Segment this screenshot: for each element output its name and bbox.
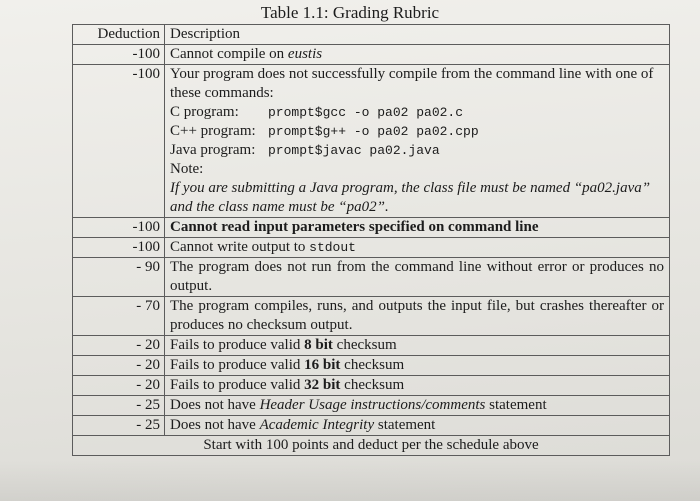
description-cell	[165, 416, 670, 436]
footer-note: Start with 100 points and deduct per the schedule above	[73, 436, 670, 456]
description-suffix: checksum	[332, 337, 397, 353]
java-command: prompt$javac pa02.java	[268, 143, 440, 158]
stdout-text: stdout	[309, 240, 356, 255]
description-text: Fails to produce valid	[170, 337, 305, 353]
c-label: C program:	[170, 104, 239, 120]
description-cell: The program compiles, runs, and outputs the input file, but crashes thereafter or produces no checksum output.	[165, 297, 670, 336]
description-text: Cannot write output to	[170, 239, 310, 255]
description-suffix: statement	[374, 417, 436, 433]
description-text: Does not have	[170, 397, 260, 413]
description-cell	[165, 396, 670, 416]
deduction-value: - 25	[73, 396, 165, 416]
table-header-row	[73, 25, 670, 45]
deduction-value: - 20	[73, 376, 165, 396]
page-shadow	[0, 460, 700, 501]
deduction-header: Deduction	[73, 25, 165, 45]
bit-size: 16 bit	[304, 357, 341, 373]
deduction-value: -100	[73, 238, 165, 258]
deduction-value: -100	[73, 45, 165, 65]
description-cell	[165, 356, 670, 376]
table-row	[73, 376, 670, 396]
note-label: Note:	[170, 161, 204, 177]
java-label: Java program:	[170, 142, 256, 158]
statement-name: Academic Integrity	[259, 417, 375, 433]
deduction-value: - 25	[73, 416, 165, 436]
cpp-command-line	[170, 122, 664, 141]
compile-requirement-text: Your program does not successfully compile from the command line with one of these commands:	[170, 66, 654, 101]
description-cell	[165, 376, 670, 396]
deduction-value: - 20	[73, 356, 165, 376]
description-cell	[165, 218, 670, 238]
table-row	[73, 297, 670, 336]
table-row	[73, 65, 670, 218]
table-row	[73, 218, 670, 238]
deduction-value: - 70	[73, 297, 165, 336]
statement-name: Header Usage instructions/comments	[259, 397, 486, 413]
deduction-value: -100	[73, 65, 165, 218]
cpp-label: C++ program:	[170, 123, 256, 139]
table-row	[73, 356, 670, 376]
java-command-line	[170, 141, 664, 160]
deduction-value: - 90	[73, 258, 165, 297]
table-row	[73, 238, 670, 258]
bit-size: 32 bit	[304, 377, 341, 393]
description-cell	[165, 65, 670, 218]
description-cell	[165, 45, 670, 65]
description-text: Fails to produce valid	[170, 377, 305, 393]
deduction-value: - 20	[73, 336, 165, 356]
description-text: Fails to produce valid	[170, 357, 305, 373]
deduction-value: -100	[73, 218, 165, 238]
note-text: If you are submitting a Java program, the class file must be named “pa02.java” and the class name must be “pa02”.	[170, 180, 651, 215]
description-suffix: checksum	[340, 357, 405, 373]
table-row	[73, 45, 670, 65]
description-text: Cannot read input parameters specified on command line	[170, 219, 539, 235]
description-text: Cannot compile on	[170, 46, 288, 62]
table-caption: Table 1.1: Grading Rubric	[260, 3, 440, 22]
description-text: Does not have	[170, 417, 260, 433]
description-cell	[165, 336, 670, 356]
cpp-command: prompt$g++ -o pa02 pa02.cpp	[268, 124, 479, 139]
description-suffix: statement	[485, 397, 547, 413]
grading-rubric-table	[72, 24, 670, 456]
description-header: Description	[165, 25, 670, 45]
table-footer-row	[73, 436, 670, 456]
server-name: eustis	[287, 46, 323, 62]
c-command: prompt$gcc -o pa02 pa02.c	[268, 105, 464, 120]
bit-size: 8 bit	[304, 337, 333, 353]
description-cell: The program does not run from the command line without error or produces no output.	[165, 258, 670, 297]
table-row	[73, 416, 670, 436]
table-row	[73, 258, 670, 297]
table-row	[73, 336, 670, 356]
description-cell	[165, 238, 670, 258]
description-suffix: checksum	[340, 377, 405, 393]
table-row	[73, 396, 670, 416]
c-command-line	[170, 103, 664, 122]
